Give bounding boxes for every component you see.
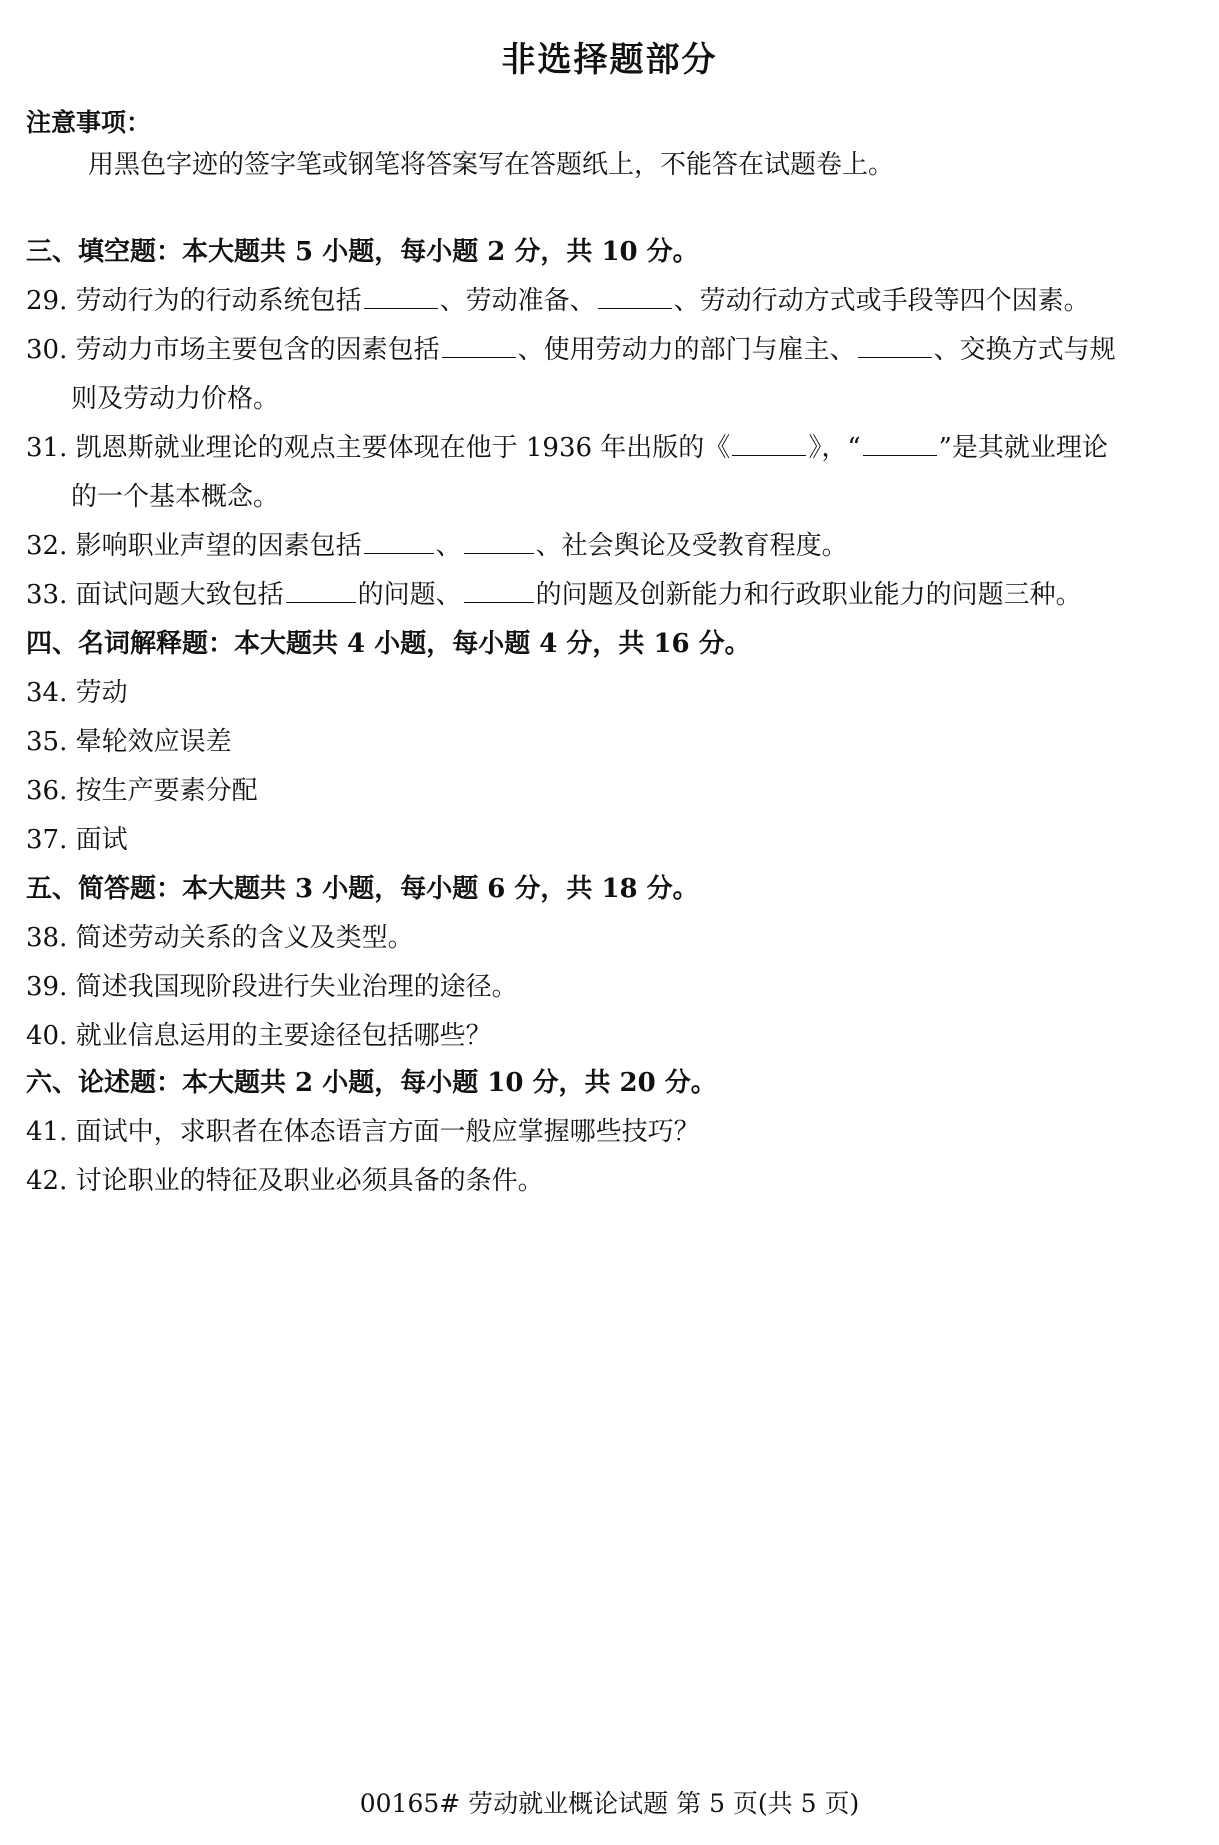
question-34: 34. 劳动	[26, 678, 128, 708]
question-42: 42. 讨论职业的特征及职业必须具备的条件。	[26, 1166, 544, 1196]
q30-part-1: 30. 劳动力市场主要包含的因素包括	[26, 335, 440, 365]
q29-part-1: 29. 劳动行为的行动系统包括	[26, 286, 362, 316]
q32-part-1: 32. 影响职业声望的因素包括	[26, 531, 362, 561]
question-38: 38. 简述劳动关系的含义及类型。	[26, 923, 414, 953]
answer-blank	[464, 529, 534, 554]
answer-blank	[598, 284, 672, 309]
q32-part-3: 、社会舆论及受教育程度。	[535, 531, 848, 561]
notice-label	[26, 106, 1195, 140]
q30-continuation: 则及劳动力价格。	[71, 384, 280, 414]
notice-text: 用黑色字迹的签字笔或钢笔将答案写在答题纸上，不能答在试题卷上。	[88, 150, 895, 180]
answer-blank	[364, 529, 434, 554]
question-29	[26, 284, 1195, 318]
section-4-heading: 四、名词解释题：本大题共 4 小题，每小题 4 分，共 16 分。	[26, 629, 751, 659]
answer-blank	[732, 431, 806, 456]
question-37: 37. 面试	[26, 825, 128, 855]
q33-part-1: 33. 面试问题大致包括	[26, 580, 284, 610]
question-35: 35. 晕轮效应误差	[26, 727, 232, 757]
answer-blank	[286, 578, 356, 603]
q31-part-3: ”是其就业理论	[938, 433, 1108, 463]
q31-continuation: 的一个基本概念。	[71, 482, 280, 512]
question-41: 41. 面试中，求职者在体态语言方面一般应掌握哪些技巧？	[26, 1117, 700, 1147]
section-3-heading: 三、填空题：本大题共 5 小题，每小题 2 分，共 10 分。	[26, 237, 699, 267]
answer-blank	[863, 431, 937, 456]
q29-part-2: 、劳动准备、	[439, 286, 596, 316]
q30-part-3: 、交换方式与规	[933, 335, 1116, 365]
question-33	[26, 578, 1195, 612]
question-39: 39. 简述我国现阶段进行失业治理的途径。	[26, 972, 518, 1002]
section-6-heading: 六、论述题：本大题共 2 小题，每小题 10 分，共 20 分。	[26, 1068, 717, 1098]
page-title: 非选择题部分	[501, 40, 718, 80]
question-40: 40. 就业信息运用的主要途径包括哪些？	[26, 1021, 492, 1051]
q31-part-2: 》，“	[808, 433, 861, 463]
question-36: 36. 按生产要素分配	[26, 776, 258, 806]
question-31	[26, 431, 1195, 465]
section-5-heading: 五、简答题：本大题共 3 小题，每小题 6 分，共 18 分。	[26, 874, 699, 904]
q33-part-3: 的问题及创新能力和行政职业能力的问题三种。	[535, 580, 1082, 610]
q33-part-2: 的问题、	[357, 580, 462, 610]
question-30	[26, 333, 1195, 367]
answer-blank	[464, 578, 534, 603]
answer-blank	[442, 333, 516, 358]
answer-blank	[858, 333, 932, 358]
page-footer: 00165# 劳动就业概论试题 第 5 页(共 5 页)	[359, 1789, 860, 1818]
question-32	[26, 529, 1195, 563]
q32-part-2: 、	[435, 531, 462, 561]
notice-label-text: 注意事项：	[26, 108, 152, 137]
q30-part-2: 、使用劳动力的部门与雇主、	[517, 335, 856, 365]
q31-part-1: 31. 凯恩斯就业理论的观点主要体现在他于 1936 年出版的《	[26, 433, 731, 463]
answer-blank	[364, 284, 438, 309]
q29-part-3: 、劳动行动方式或手段等四个因素。	[673, 286, 1090, 316]
